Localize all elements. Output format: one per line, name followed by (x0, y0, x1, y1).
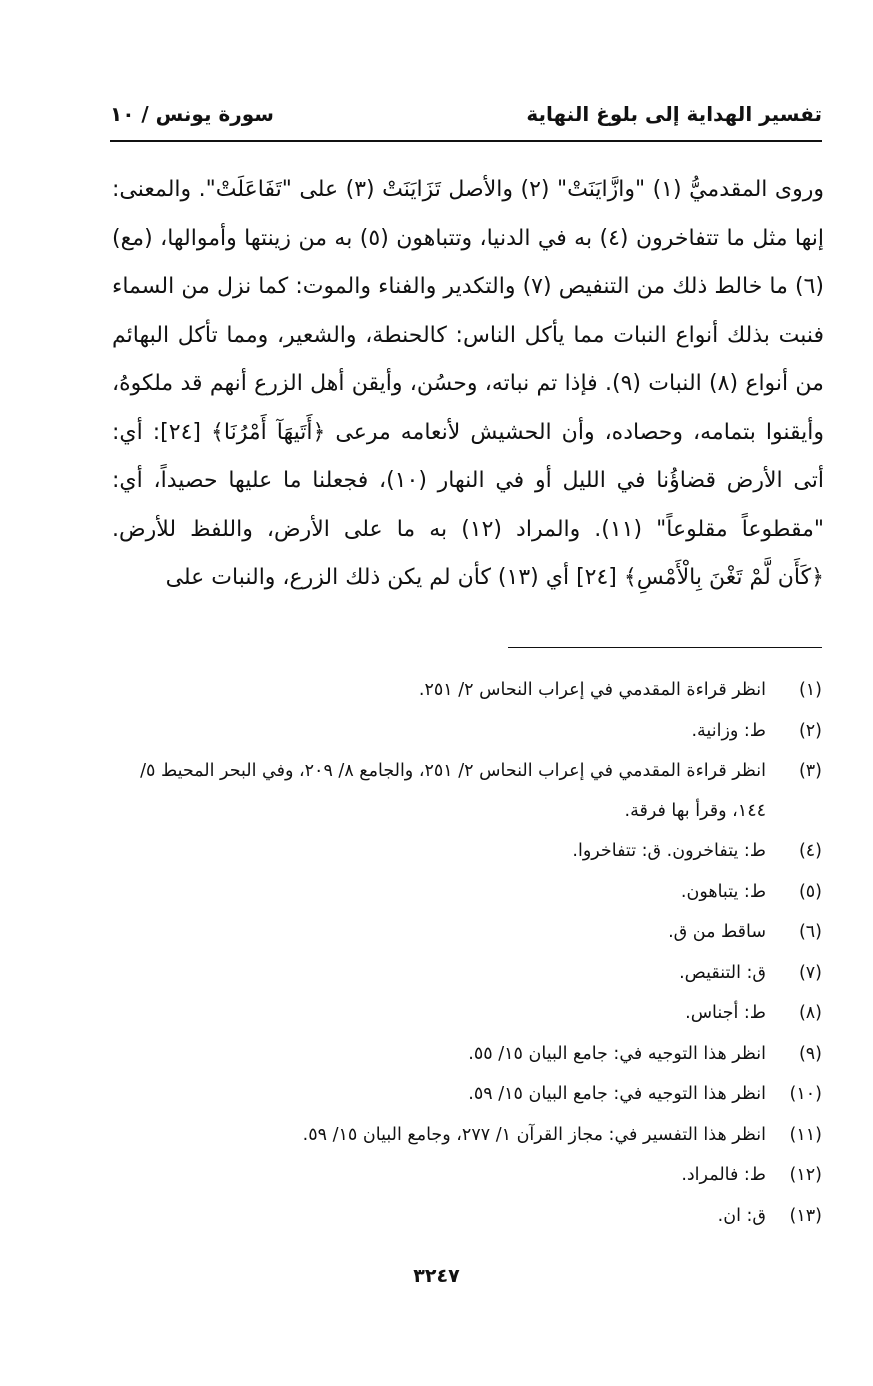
footnote-number: (٨) (798, 1003, 822, 1023)
footnote (112, 1115, 824, 1156)
footnote-number: (٥) (798, 881, 822, 902)
footnote (112, 953, 824, 994)
footnote-text: انظر قراءة المقدمي في إعراب النحاس ٢/ ٢٥١، والجامع ٨/ ٢٠٩، وفي البحر المحيط ٥/ ١٤٤، وقرأ بها فرقة. (140, 761, 766, 821)
footnote-text: ساقط من ق. (668, 922, 766, 942)
footnote-number: (٦) (798, 922, 822, 942)
footnote-number: (١٠) (789, 1084, 822, 1104)
footnote (112, 1074, 824, 1115)
footnote-number: (١٣) (789, 1205, 822, 1226)
footnote-number: (٩) (798, 1043, 822, 1064)
footnote-text: ط: وزانية. (691, 720, 766, 741)
footnote-text: انظر هذا التوجيه في: جامع البيان ١٥/ ٥٩. (468, 1084, 766, 1104)
footnote-text: انظر هذا التفسير في: مجاز القرآن ١/ ٢٧٧، وجامع البيان ١٥/ ٥٩. (302, 1124, 766, 1145)
footnote (112, 751, 824, 831)
footnote-number: (٣) (798, 761, 822, 781)
footnote-text: ط: فالمراد. (681, 1165, 766, 1185)
footnote (112, 711, 824, 752)
footnote-text: انظر هذا التوجيه في: جامع البيان ١٥/ ٥٥. (468, 1043, 766, 1064)
footnote-text: ط: أجناس. (685, 1003, 766, 1023)
footnote-text: ق: ان. (717, 1205, 766, 1226)
footnote-number: (٤) (798, 841, 822, 861)
footnote-text: ق: التنقيص. (679, 962, 766, 983)
footnote-text: ط: يتفاخرون. ق: تتفاخروا. (572, 841, 766, 861)
footnote (112, 993, 824, 1034)
footnote (112, 670, 824, 711)
book-title: تفسير الهداية إلى بلوغ النهاية (526, 102, 822, 126)
footnote (112, 1155, 824, 1196)
footnote-number: (٧) (798, 962, 822, 983)
running-header (110, 102, 822, 142)
footnote-text: انظر قراءة المقدمي في إعراب النحاس ٢/ ٢٥١. (418, 680, 766, 700)
footnote (112, 1196, 824, 1237)
footnote-divider (508, 647, 822, 648)
paragraph: ﴿كَأَن لَّمْ تَغْنَ بِالْأَمْسِ﴾ [٢٤] أي (١٣) كأن لم يكن ذلك الزرع، والنبات على (165, 565, 824, 590)
footnote-number: (٢) (798, 720, 822, 741)
footnote-number: (١٢) (789, 1165, 822, 1185)
surah-label: سورة يونس / ١٠ (110, 102, 274, 126)
footnotes-list (112, 670, 824, 1236)
footnote (112, 831, 824, 872)
footnote (112, 1034, 824, 1075)
footnote-number: (١١) (789, 1124, 822, 1145)
footnote (112, 912, 824, 953)
footnote-number: (١) (798, 680, 822, 700)
footnote (112, 872, 824, 913)
main-text (112, 166, 824, 603)
page-number: ٣٢٤٧ (413, 1265, 460, 1287)
paragraph: وروى المقدميُّ (١) "وازَّايَنَتْ" (٢) والأصل تَزَايَنَتْ (٣) على "تَفَاعَلَتْ". والمعنى: إنها مثل ما تتفاخرون (٤) به في الدنيا، وتتباهون (٥) به من زينتها وأموالها، (مع) (٦) ما خالط ذلك من التنفيص (٧) والتكدير والفناء والموت: كما نزل من السماء فنبت بذلك أنواع النبات مما يأكل الناس: كالحنطة، والشعير، ومما تأكل البهائم من أنواع (٨) النبات (٩). فإذا تم نباته، وحسُن، وأيقن أهل الزرع أنهم قد ملكوهُ، وأيقنوا بتمامه، وحصاده، وأن الحشيش لأنعامه مرعى ﴿أَتَيهَآ أَمْرُنَا﴾ [٢٤]: أي: أتى الأرض قضاؤُنا في الليل أو في النهار (١٠)، فجعلنا ما عليها حصيداً، أي: "مقطوعاً مقلوعاً" (١١). والمراد (١٢) به ما على الأرض، واللفظ للأرض. (112, 177, 824, 542)
footnote-text: ط: يتباهون. (680, 881, 766, 902)
